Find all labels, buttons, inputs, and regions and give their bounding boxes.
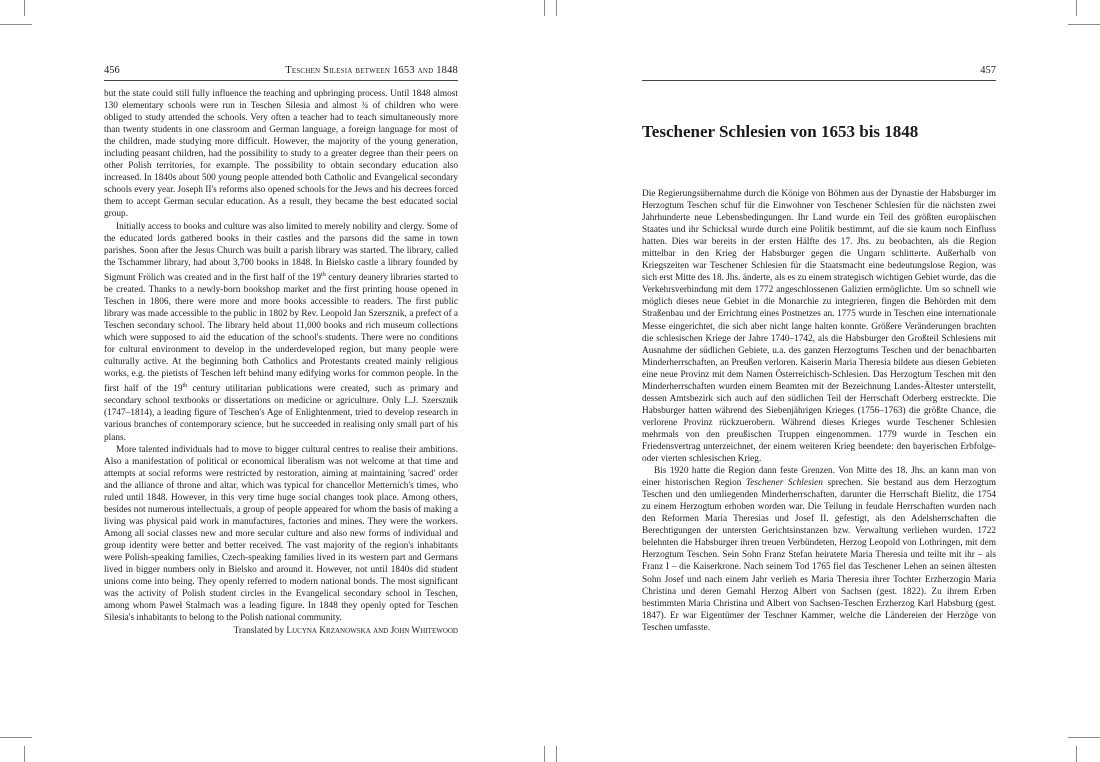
running-header <box>104 64 458 81</box>
crop-mark <box>0 24 32 25</box>
crop-mark <box>0 737 32 738</box>
crop-mark <box>544 0 545 16</box>
chapter-title: Teschener Schlesien von 1653 bis 1848 <box>642 122 919 141</box>
crop-mark <box>1076 0 1077 16</box>
credit-prefix: Translated by <box>233 626 285 637</box>
running-title: Teschen Silesia between 1653 and 1848 <box>285 65 458 76</box>
right-page <box>550 0 1100 762</box>
running-header <box>642 64 996 81</box>
paragraph: Initially access to books and culture was also limited to merely nobility and clergy. Some of the educated lords gathered books in their castles and the parsons did the same in town parishes. Soon after the Jesus Church was built a parish library was started. The library, called the Tschammer library, had about 3,700 books in 1848. In Bielsko castle a library founded by Sigmunt Frölich was created and in the first half of the 19th century deanery libraries started to be created. Thanks to a newly-born bookshop market and the first printing house opened in Teschen in 1806, there were more and more books accessible to readers. The first public library was made accessible to the public in 1802 by Rev. Leopold Jan Szersznik, a prefect of a Teschen secondary school. The library held about 11,000 books and rich museum collections which were supposed to aid the education of the school's students. There were no conditions for cultural environment to develop in the underdeveloped region, but many people were culturally active. At the beginning both Catholics and Protestants created mainly religious works, e.g. the pietists of Teschen left behind many edifying works for common people. In the first half of the 19th century utilitarian publications were created, such as primary and secondary school textbooks or dissertations on medicine or agriculture. Only L.J. Szersznik (1747–1814), a leading figure of Teschen's Age of Enlightenment, tried to develop research in various branches of contemporary science, but he succeeded in realising only small part of his plans. <box>104 221 458 443</box>
paragraph: Die Regierungsübernahme durch die Könige von Böhmen aus der Dynastie der Habsburger im Herzogtum Teschen schuf für die Einwohner von Teschener Schlesien für die nächsten zwei Jahrhunderte neue Lebensbedingungen. Ihr Land wurde ein Teil des größten europäischen Staates und ihr Schicksal wurde durch eine Politik bestimmt, auf die sie kaum noch Einfluss hatten. Dies war bereits in der ersten Hälfte des 17. Jhs. zu beobachten, als die Region mittelbar in den Krieg der Habsburger gegen die Ungarn schlitterte. Außerhalb von Kriegszeiten war Teschener Schlesien für die Staatsmacht eine bedeutungslose Region, was sich erst Mitte des 18. Jhs. änderte, als es zu einem strategisch wichtigen Gebiet wurde, das die Verkehrsverbindung mit dem 1772 angeschlossenen Galizien ermöglichte. Um so schnell wie möglich dieses neue Gebiet in die Monarchie zu integrieren, fingen die Behörden mit dem Straßenbau und der Errichtung eines Postnetzes an. 1775 wurde in Teschen eine internationale Messe eingerichtet, die sich aber nicht lange halten konnte. Größere Veränderungen brachten die schlesischen Kriege der Jahre 1740–1742, als die Habsburger den Großteil Schlesiens mit Ausnahme der südlichen Gebiete, u.a. des ganzen Herzogtums Teschen und der benachbarten Minderherrschaften, an Preußen verloren. Kaiserin Maria Theresia bildete aus diesen Gebieten eine neue Provinz mit dem Namen Österreichisch-Schlesien. Das Herzogtum Teschen mit den Minderherrschaften wurden einem Beamten mit der Bezeichnung Landes-Ältester unterstellt, dessen Amtsbezirk sich auch auf den südlichen Teil der Herrschaft Oderberg erstreckte. Die Habsburger hatten während des Siebenjährigen Krieges (1756–1763) die größte Chance, die verlorene Provinz rückzuerobern. Während dieses Krieges wurde Teschener Schlesien mehrmals von den preußischen Truppen eingenommen. 1779 wurde in Teschen ein Friedensvertrag unterzeichnet, der einem weiteren Krieg beendete: den bayerischen Erbfolge- oder vierten schlesischen Krieg. <box>642 189 996 465</box>
page-number: 456 <box>104 65 120 76</box>
translator-credit <box>104 625 458 637</box>
credit-names: Lucyna Krzanowska and John Whitewood <box>286 626 458 637</box>
crop-mark <box>24 746 25 762</box>
crop-mark <box>1068 24 1100 25</box>
crop-mark <box>556 0 557 16</box>
body-text <box>104 88 458 637</box>
body-text <box>642 188 996 634</box>
page-number: 457 <box>980 65 996 76</box>
paragraph: but the state could still fully influence the teaching and upbringing process. Until 1848 almost 130 elementary schools were run in Teschen Silesia and almost ¾ of children who were obliged to study attended the schools. Very often a teacher had to teach simultaneously more than twenty students in one classroom and German language, a foreign language for most of the children, made studying more difficult. However, the majority of the young generation, including peasant children, had the possibility to study to a greater degree than their peers on other Polish territories, for example. The possibility to obtain secondary education also increased. In 1840s about 500 young people attended both Catholic and Evangelical secondary schools every year. Joseph II's reforms also opened schools for the Jews and his decrees forced them to accept German secular education. As a result, they became the best educated social group. <box>104 89 458 220</box>
paragraph: Bis 1920 hatte die Region dann feste Grenzen. Von Mitte des 18. Jhs. an kann man von einer historischen Region Teschener Schlesien sprechen. Sie bestand aus dem Herzogtum Teschen und den umliegenden Minderherrschaften, darunter die Herrschaft Bielitz, die 1754 zu einem Herzogtum erhoben worden war. Die Teilung in feudale Herrschaften wurden nach den Reformen Maria Theresias und Josef II. gefestigt, als den Adelsherrschaften die Berechtigungen der untersten Gerichtsinstanzen bzw. Verwaltung verliehen wurden. 1722 belehnten die Habsburger ihren treuen Verbündeten, Herzog Leopold von Lothringen, mit dem Herzogtum Teschen. Sein Sohn Franz Stefan heiratete Maria Theresia und teilte mit ihr – als Franz I – die Kaiserkrone. Nach seinem Tod 1765 fiel das Teschener Lehen an seinen ältesten Sohn Josef und nach einem Jahr verlieh es Maria Theresia ihrer Tochter Erzherzogin Maria Christina und deren Gemahl Herzog Albert von Sachsen (gest. 1822). Zu ihrem Erben bestimmten Maria Christina und Albert von Sachsen-Teschen Erzherzog Karl Habsburg (gest. 1847). Er war Eigentümer der Teschner Kammer, welche die Ländereien der Herzöge von Teschen umfasste. <box>642 466 996 633</box>
paragraph: More talented individuals had to move to bigger cultural centres to realise their ambitions. Also a manifestation of political or economical liberalism was not welcome at that time and attempts at social reforms were restricted by restoration, aiming at maintaining 'sacred' order and the alliance of throne and altar, which was typical for chancellor Metternich's times, who ruled until 1848. However, in this very time huge social changes took place. Among others, besides not numerous intellectuals, a group of people appeared for whom the basis of making a living was physical paid work in manufactures, factories and mines. They were the workers. Among all social classes new and more secular culture and also new forms of individual and group identity were better and better received. The vast majority of the region's inhabitants were Polish-speaking families, Czech-speaking families lived in its western part and Germans lived in bigger numbers only in Bielsko and around it. However, not until 1840s did student unions come into being. They openly referred to modern national bonds. The most significant was the activity of Polish student circles in the Evangelical secondary school in Teschen, among whom Paweł Stalmach was a leading figure. In 1848 they openly opted for Teschen Silesia's inhabitants to belong to the Polish national community. <box>104 444 458 624</box>
crop-mark <box>1076 746 1077 762</box>
crop-mark <box>544 746 545 762</box>
crop-mark <box>1068 737 1100 738</box>
crop-mark <box>556 746 557 762</box>
crop-mark <box>24 0 25 16</box>
